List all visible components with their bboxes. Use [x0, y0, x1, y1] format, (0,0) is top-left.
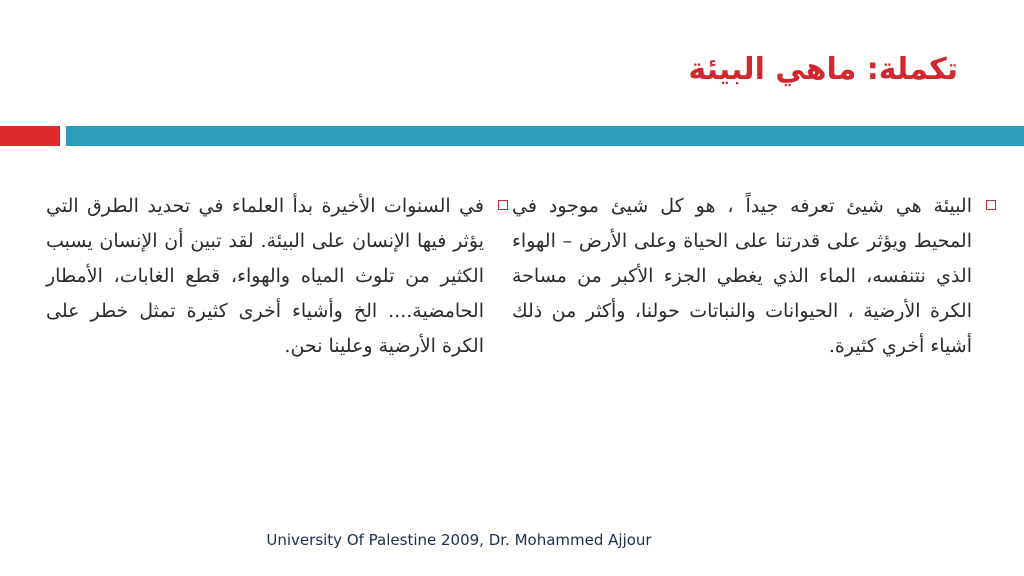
- accent-bar-teal: [66, 126, 1024, 146]
- content-column-right: [512, 189, 972, 364]
- paragraph-human-impact: في السنوات الأخيرة بدأ العلماء في تحديد الطرق التي يؤثر فيها الإنسان على البيئة. لقد تبين أن الإنسان يسبب الكثير من تلوث المياه والهواء، قطع الغابات، الأمطار الحامضية.... الخ وأشياء أخرى كثيرة تمثل خطر على الكرة الأرضية وعلينا نحن.: [46, 195, 484, 357]
- slide-footer: University Of Palestine 2009, Dr. Mohammed Ajjour: [266, 531, 652, 549]
- content-column-left: [46, 189, 484, 364]
- hollow-square-bullet-icon: [498, 200, 508, 210]
- slide-title: تكملة: ماهي البيئة: [688, 52, 958, 87]
- paragraph-environment-definition: البيئة هي شيئ تعرفه جيداً ، هو كل شيئ موجود في المحيط ويؤثر على قدرتنا على الحياة وعلى الأرض – الهواء الذي نتنفسه، الماء الذي يغطي الجزء الأكبر من مساحة الكرة الأرضية ، الحيوانات والنباتات حولنا، وأكثر من ذلك أشياء أخري كثيرة.: [512, 195, 972, 357]
- accent-bar-red: [0, 126, 60, 146]
- hollow-square-bullet-icon: [986, 200, 996, 210]
